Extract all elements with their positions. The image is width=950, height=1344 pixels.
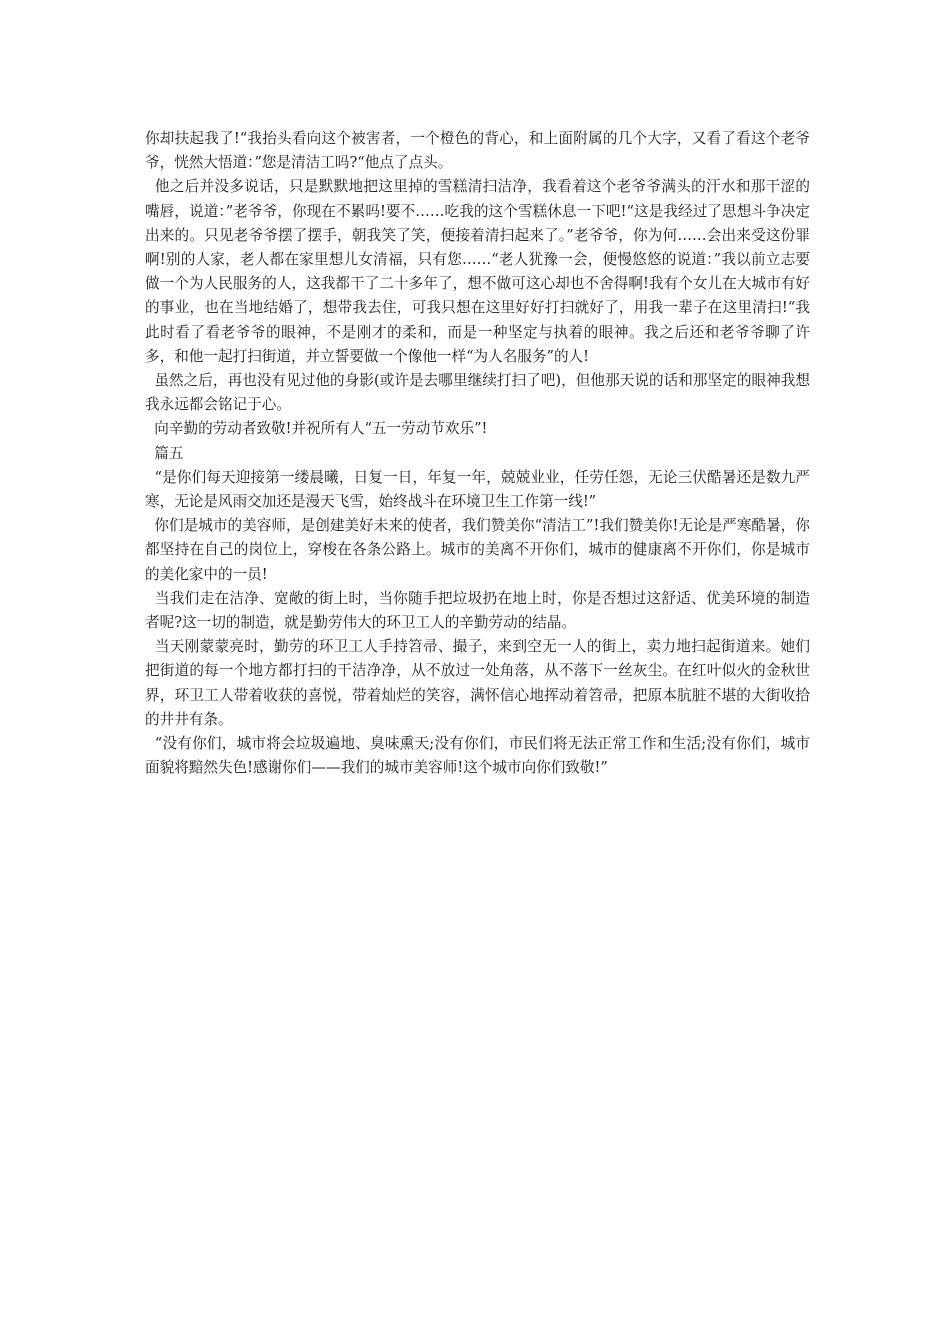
paragraph-1: 你却扶起我了!“我抬头看向这个被害者，一个橙色的背心，和上面附属的几个大字，又看了看这个老爷爷，恍然大悟道：”您是清洁工吗?“他点了点头。 [145, 130, 810, 172]
paragraph-7: 你们是城市的美容师，是创建美好未来的使者，我们赞美你“清洁工”!我们赞美你!无论是严寒酷暑，你都坚持在自己的岗位上，穿梭在各条公路上。城市的美离不开你们，城市的健康离不开你们，你是城市的美化家中的一员! [145, 517, 810, 583]
paragraph-10: “没有你们，城市将会垃圾遍地、臭味熏天;没有你们，市民们将无法正常工作和生活;没有你们，城市面貌将黯然失色!感谢你们——我们的城市美容师!这个城市向你们致敬!” [145, 735, 810, 777]
document-body [145, 127, 810, 780]
section-heading: 篇五 [145, 444, 184, 462]
paragraph-4: 向辛勤的劳动者致敬!并祝所有人“五一劳动节欢乐”! [145, 420, 488, 438]
paragraph-6: “是你们每天迎接第一缕晨曦，日复一日，年复一年，兢兢业业，任劳任怨，无论三伏酷暑还是数九严寒，无论是风雨交加还是漫天飞雪，始终战斗在环境卫生工作第一线!” [145, 468, 810, 511]
paragraph-8: 当我们走在洁净、宽敞的街上时，当你随手把垃圾扔在地上时，你是否想过这舒适、优美环境的制造者呢?这一切的制造，就是勤劳伟大的环卫工人的辛勤劳动的结晶。 [145, 589, 810, 632]
paragraph-3: 虽然之后，再也没有见过他的身影(或许是去哪里继续打扫了吧)，但他那天说的话和那坚定的眼神我想我永远都会铭记于心。 [145, 372, 810, 414]
paragraph-2: 他之后并没多说话，只是默默地把这里掉的雪糕清扫洁净，我看着这个老爷爷满头的汗水和那干涩的嘴唇，说道：”老爷爷，你现在不累吗!要不……吃我的这个雪糕休息一下吧!“这是我经过了思想斗争决定出来的。只见老爷爷摆了摆手，朝我笑了笑，便接着清扫起来了。”老爷爷，你为何……会出来受这份罪啊!别的人家，老人都在家里想儿女清福，只有您……“老人犹豫一会，便慢悠悠的说道：”我以前立志要做一个为人民服务的人，这我都干了二十多年了，想不做可这心却也不舍得啊!我有个女儿在大城市有好的事业，也在当地结婚了，想带我去住，可我只想在这里好好打扫就好了，用我一辈子在这里清扫!“我此时看了看老爷爷的眼神，不是刚才的柔和，而是一种坚定与执着的眼神。我之后还和老爷爷聊了许多，和他一起打扫街道，并立誓要做一个像他一样“为人名服务”的人! [145, 178, 810, 365]
paragraph-9: 当天刚蒙蒙亮时，勤劳的环卫工人手持笤帚、撮子，来到空无一人的街上，卖力地扫起街道来。她们把街道的每一个地方都打扫的干洁净净，从不放过一处角落，从不落下一丝灰尘。在红叶似火的金秋世界，环卫工人带着收获的喜悦，带着灿烂的笑容，满怀信心地挥动着笤帚，把原本肮脏不堪的大街收拾的井井有条。 [145, 638, 810, 728]
